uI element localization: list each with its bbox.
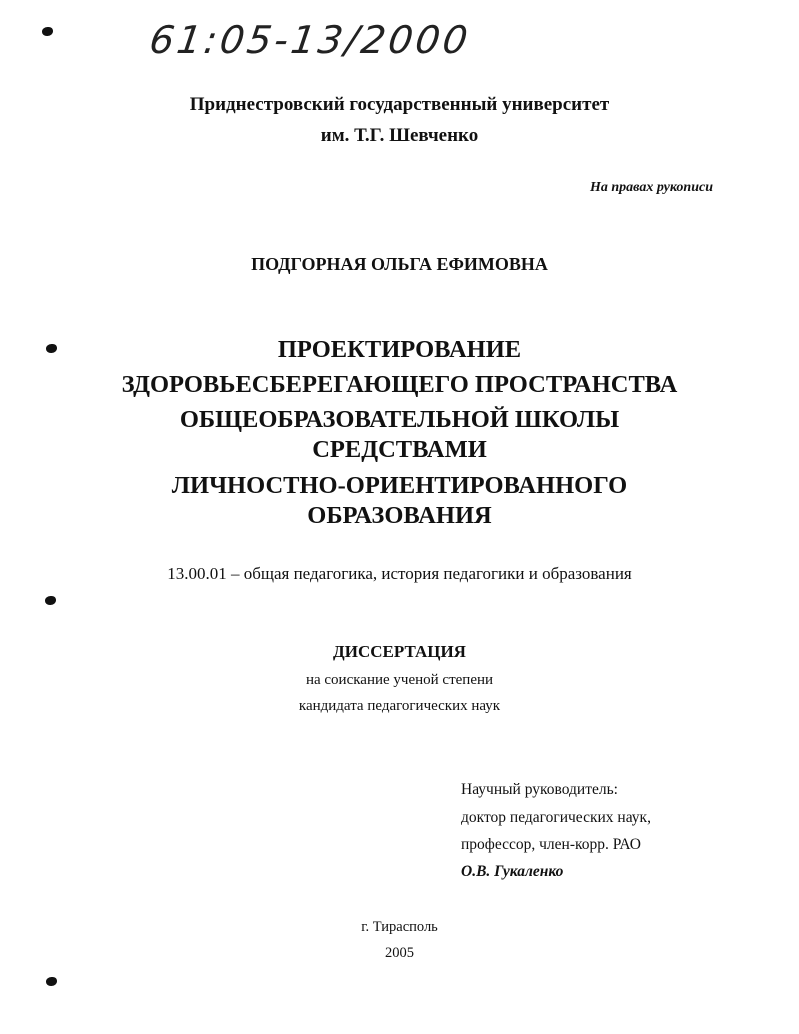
supervisor-label: Научный руководитель:	[461, 781, 618, 798]
title-line: СРЕДСТВАМИ	[312, 436, 487, 463]
title-line: ЗДОРОВЬЕСБЕРЕГАЮЩЕГО ПРОСТРАНСТВА	[121, 371, 678, 398]
university-name: Приднестровский государственный университет	[189, 94, 610, 115]
binding-hole-mark	[46, 977, 57, 986]
rights-note: На правах рукописи	[590, 180, 713, 195]
title-line: ПРОЕКТИРОВАНИЕ	[277, 336, 522, 363]
year: 2005	[385, 945, 414, 961]
binding-hole-mark	[45, 596, 56, 605]
degree-line: на соискание ученой степени	[305, 672, 494, 688]
specialty-code: 13.00.01 – общая педагогика, история педагогики и образования	[167, 564, 632, 583]
supervisor-position: профессор, член-корр. РАО	[461, 836, 641, 853]
author-name: ПОДГОРНАЯ ОЛЬГА ЕФИМОВНА	[251, 254, 548, 274]
city: г. Тирасполь	[361, 919, 438, 935]
binding-hole-mark	[42, 27, 53, 36]
document-type: ДИССЕРТАЦИЯ	[333, 642, 466, 661]
university-named-after: им. Т.Г. Шевченко	[320, 125, 479, 146]
supervisor-name: О.В. Гукаленко	[461, 863, 564, 880]
title-line: ОБРАЗОВАНИЯ	[307, 502, 492, 529]
handwritten-archive-code: 61:05-13/2000	[146, 18, 474, 62]
title-line: ЛИЧНОСТНО-ОРИЕНТИРОВАННОГО	[171, 472, 628, 499]
degree-line: кандидата педагогических наук	[298, 698, 501, 714]
supervisor-degree: доктор педагогических наук,	[461, 809, 651, 826]
title-line: ОБЩЕОБРАЗОВАТЕЛЬНОЙ ШКОЛЫ	[179, 406, 620, 433]
